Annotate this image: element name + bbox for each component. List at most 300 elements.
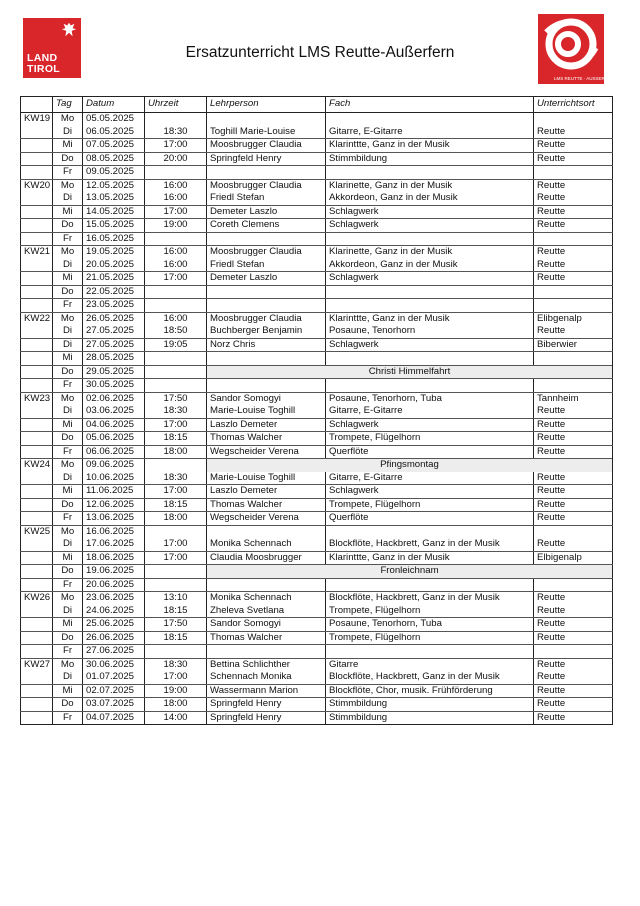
- cell-unterrichtsort: Reutte: [534, 246, 613, 259]
- table-row: [21, 592, 613, 605]
- cell-tag: Mi: [53, 485, 83, 499]
- cell-datum: 04.06.2025: [83, 418, 145, 432]
- cell-unterrichtsort: Reutte: [534, 205, 613, 219]
- cell-datum: 22.05.2025: [83, 285, 145, 299]
- cell-datum: 12.06.2025: [83, 498, 145, 512]
- cell-unterrichtsort: [534, 645, 613, 659]
- cell-tag: Fr: [53, 645, 83, 659]
- cell-fach: Trompete, Flügelhorn: [326, 631, 534, 645]
- cell-kw: [21, 631, 53, 645]
- table-row: [21, 325, 613, 338]
- cell-uhrzeit: 18:15: [145, 631, 207, 645]
- cell-unterrichtsort: Biberwier: [534, 338, 613, 352]
- cell-fach: Blockflöte, Hackbrett, Ganz in der Musik: [326, 671, 534, 684]
- cell-fach: Klarinette, Ganz in der Musik: [326, 179, 534, 192]
- cell-kw: [21, 338, 53, 352]
- cell-fach: [326, 645, 534, 659]
- cell-unterrichtsort: Reutte: [534, 618, 613, 632]
- header-lehrperson: Lehrperson: [207, 97, 326, 113]
- cell-uhrzeit: [145, 365, 207, 379]
- table-row: [21, 246, 613, 259]
- cell-lehrperson: Thomas Walcher: [207, 631, 326, 645]
- cell-uhrzeit: 18:00: [145, 698, 207, 712]
- table-row: [21, 299, 613, 313]
- cell-kw: [21, 445, 53, 459]
- cell-tag: Mi: [53, 352, 83, 366]
- cell-lehrperson: [207, 578, 326, 592]
- cell-datum: 11.06.2025: [83, 485, 145, 499]
- cell-uhrzeit: [145, 645, 207, 659]
- cell-uhrzeit: 18:30: [145, 472, 207, 485]
- table-row: [21, 259, 613, 272]
- cell-kw: KW20: [21, 179, 53, 192]
- cell-fach: Klarinttte, Ganz in der Musik: [326, 139, 534, 153]
- cell-fach: Posaune, Tenorhorn, Tuba: [326, 618, 534, 632]
- table-row: [21, 139, 613, 153]
- cell-unterrichtsort: Reutte: [534, 192, 613, 205]
- cell-fach: Klarinttte, Ganz in der Musik: [326, 312, 534, 325]
- cell-uhrzeit: 17:00: [145, 671, 207, 684]
- cell-fach: Akkordeon, Ganz in der Musik: [326, 259, 534, 272]
- logo-text-line2: TIROL: [27, 63, 60, 75]
- cell-uhrzeit: [145, 285, 207, 299]
- cell-tag: Di: [53, 325, 83, 338]
- cell-unterrichtsort: Reutte: [534, 658, 613, 671]
- table-row: [21, 179, 613, 192]
- cell-datum: 07.05.2025: [83, 139, 145, 153]
- cell-lehrperson: [207, 232, 326, 246]
- cell-lehrperson: [207, 299, 326, 313]
- cell-fach: [326, 352, 534, 366]
- cell-tag: Fr: [53, 445, 83, 459]
- cell-kw: KW24: [21, 459, 53, 472]
- cell-tag: Mi: [53, 418, 83, 432]
- table-row: [21, 684, 613, 698]
- schedule-table: [20, 96, 613, 725]
- cell-lehrperson: Marie-Louise Toghill: [207, 405, 326, 418]
- table-row: [21, 658, 613, 671]
- table-row: [21, 312, 613, 325]
- cell-lehrperson: Wegscheider Verena: [207, 445, 326, 459]
- cell-datum: 03.07.2025: [83, 698, 145, 712]
- cell-kw: [21, 565, 53, 579]
- cell-lehrperson: Moosbrugger Claudia: [207, 139, 326, 153]
- cell-fach: Schlagwerk: [326, 418, 534, 432]
- cell-datum: 27.06.2025: [83, 645, 145, 659]
- cell-tag: Mo: [53, 179, 83, 192]
- cell-uhrzeit: 17:00: [145, 272, 207, 286]
- cell-kw: [21, 551, 53, 565]
- cell-tag: Fr: [53, 512, 83, 526]
- cell-kw: [21, 512, 53, 526]
- cell-datum: 19.06.2025: [83, 565, 145, 579]
- cell-unterrichtsort: [534, 232, 613, 246]
- header-unterrichtsort: Unterrichtsort: [534, 97, 613, 113]
- cell-tag: Di: [53, 605, 83, 618]
- cell-fach: Gitarre, E-Gitarre: [326, 472, 534, 485]
- cell-tag: Di: [53, 538, 83, 551]
- cell-fach: Stimmbildung: [326, 698, 534, 712]
- cell-kw: [21, 485, 53, 499]
- cell-tag: Do: [53, 152, 83, 166]
- header-tag: Tag: [53, 97, 83, 113]
- cell-kw: [21, 259, 53, 272]
- cell-unterrichtsort: Reutte: [534, 219, 613, 233]
- cell-lehrperson: Sandor Somogyi: [207, 392, 326, 405]
- cell-uhrzeit: 17:50: [145, 618, 207, 632]
- cell-tag: Mo: [53, 459, 83, 472]
- cell-fach: Klarinette, Ganz in der Musik: [326, 246, 534, 259]
- cell-tag: Fr: [53, 166, 83, 180]
- cell-unterrichtsort: Reutte: [534, 605, 613, 618]
- cell-datum: 13.05.2025: [83, 192, 145, 205]
- cell-uhrzeit: 17:00: [145, 205, 207, 219]
- cell-fach: Blockflöte, Chor, musik. Frühförderung: [326, 684, 534, 698]
- cell-uhrzeit: 16:00: [145, 312, 207, 325]
- cell-datum: 06.05.2025: [83, 126, 145, 139]
- cell-unterrichtsort: Reutte: [534, 592, 613, 605]
- cell-unterrichtsort: [534, 299, 613, 313]
- cell-tag: Mi: [53, 684, 83, 698]
- cell-holiday: Pfingsmontag: [207, 459, 613, 472]
- cell-fach: Trompete, Flügelhorn: [326, 498, 534, 512]
- cell-tag: Do: [53, 631, 83, 645]
- cell-datum: 25.06.2025: [83, 618, 145, 632]
- cell-kw: [21, 272, 53, 286]
- cell-datum: 05.05.2025: [83, 113, 145, 126]
- cell-uhrzeit: [145, 459, 207, 472]
- cell-lehrperson: Toghill Marie-Louise: [207, 126, 326, 139]
- cell-kw: [21, 618, 53, 632]
- cell-datum: 04.07.2025: [83, 711, 145, 725]
- cell-unterrichtsort: Reutte: [534, 711, 613, 725]
- cell-fach: Blockflöte, Hackbrett, Ganz in der Musik: [326, 538, 534, 551]
- cell-fach: Schlagwerk: [326, 219, 534, 233]
- cell-kw: [21, 126, 53, 139]
- cell-unterrichtsort: Reutte: [534, 126, 613, 139]
- cell-kw: [21, 711, 53, 725]
- cell-tag: Di: [53, 126, 83, 139]
- cell-datum: 27.05.2025: [83, 325, 145, 338]
- cell-tag: Di: [53, 671, 83, 684]
- table-row: [21, 352, 613, 366]
- table-row: [21, 405, 613, 418]
- cell-fach: Posaune, Tenorhorn, Tuba: [326, 392, 534, 405]
- table-row: [21, 551, 613, 565]
- cell-lehrperson: Springfeld Henry: [207, 152, 326, 166]
- cell-lehrperson: Moosbrugger Claudia: [207, 246, 326, 259]
- cell-tag: Mi: [53, 618, 83, 632]
- cell-tag: Mo: [53, 525, 83, 538]
- table-row: [21, 645, 613, 659]
- cell-datum: 24.06.2025: [83, 605, 145, 618]
- cell-unterrichtsort: Reutte: [534, 472, 613, 485]
- cell-datum: 19.05.2025: [83, 246, 145, 259]
- cell-tag: Di: [53, 192, 83, 205]
- eagle-icon: [60, 21, 78, 39]
- table-row: [21, 219, 613, 233]
- cell-uhrzeit: [145, 565, 207, 579]
- cell-fach: Gitarre, E-Gitarre: [326, 126, 534, 139]
- cell-lehrperson: [207, 352, 326, 366]
- table-row: [21, 232, 613, 246]
- cell-unterrichtsort: Reutte: [534, 259, 613, 272]
- cell-lehrperson: Monika Schennach: [207, 592, 326, 605]
- table-row: [21, 205, 613, 219]
- cell-datum: 29.05.2025: [83, 365, 145, 379]
- cell-lehrperson: Norz Chris: [207, 338, 326, 352]
- table-row: [21, 698, 613, 712]
- cell-fach: Blockflöte, Hackbrett, Ganz in der Musik: [326, 592, 534, 605]
- cell-datum: 30.06.2025: [83, 658, 145, 671]
- cell-kw: [21, 219, 53, 233]
- cell-tag: Do: [53, 219, 83, 233]
- cell-fach: Querflöte: [326, 445, 534, 459]
- cell-kw: [21, 684, 53, 698]
- cell-uhrzeit: 18:30: [145, 126, 207, 139]
- cell-unterrichtsort: Reutte: [534, 684, 613, 698]
- cell-fach: Schlagwerk: [326, 205, 534, 219]
- cell-kw: [21, 605, 53, 618]
- cell-tag: Mo: [53, 392, 83, 405]
- cell-kw: [21, 578, 53, 592]
- cell-tag: Di: [53, 472, 83, 485]
- table-row: [21, 578, 613, 592]
- cell-unterrichtsort: [534, 525, 613, 538]
- header-datum: Datum: [83, 97, 145, 113]
- cell-uhrzeit: 17:50: [145, 392, 207, 405]
- cell-datum: 14.05.2025: [83, 205, 145, 219]
- cell-lehrperson: Moosbrugger Claudia: [207, 179, 326, 192]
- cell-uhrzeit: 16:00: [145, 246, 207, 259]
- table-row: [21, 605, 613, 618]
- cell-datum: 02.07.2025: [83, 684, 145, 698]
- cell-datum: 09.06.2025: [83, 459, 145, 472]
- cell-datum: 12.05.2025: [83, 179, 145, 192]
- cell-lehrperson: Demeter Laszlo: [207, 205, 326, 219]
- cell-uhrzeit: 17:00: [145, 485, 207, 499]
- cell-tag: Fr: [53, 299, 83, 313]
- cell-uhrzeit: [145, 352, 207, 366]
- cell-kw: KW23: [21, 392, 53, 405]
- cell-unterrichtsort: Reutte: [534, 631, 613, 645]
- cell-tag: Mo: [53, 246, 83, 259]
- cell-unterrichtsort: [534, 166, 613, 180]
- cell-lehrperson: Coreth Clemens: [207, 219, 326, 233]
- cell-kw: [21, 352, 53, 366]
- cell-lehrperson: Springfeld Henry: [207, 698, 326, 712]
- cell-uhrzeit: 18:15: [145, 498, 207, 512]
- cell-holiday: Christi Himmelfahrt: [207, 365, 613, 379]
- cell-kw: KW22: [21, 312, 53, 325]
- cell-lehrperson: Friedl Stefan: [207, 259, 326, 272]
- cell-uhrzeit: 18:00: [145, 512, 207, 526]
- table-row: [21, 379, 613, 393]
- table-row: [21, 285, 613, 299]
- cell-tag: Fr: [53, 711, 83, 725]
- cell-datum: 23.06.2025: [83, 592, 145, 605]
- cell-fach: [326, 232, 534, 246]
- cell-unterrichtsort: Reutte: [534, 445, 613, 459]
- cell-uhrzeit: 17:00: [145, 538, 207, 551]
- cell-datum: 13.06.2025: [83, 512, 145, 526]
- cell-kw: KW26: [21, 592, 53, 605]
- cell-tag: Do: [53, 698, 83, 712]
- table-row: [21, 338, 613, 352]
- cell-lehrperson: [207, 525, 326, 538]
- cell-kw: [21, 498, 53, 512]
- cell-fach: Trompete, Flügelhorn: [326, 432, 534, 446]
- cell-lehrperson: Marie-Louise Toghill: [207, 472, 326, 485]
- cell-lehrperson: Friedl Stefan: [207, 192, 326, 205]
- table-row: [21, 166, 613, 180]
- table-row: [21, 459, 613, 472]
- cell-kw: [21, 205, 53, 219]
- cell-tag: Mi: [53, 205, 83, 219]
- table-row: [21, 445, 613, 459]
- cell-tag: Fr: [53, 578, 83, 592]
- cell-unterrichtsort: Reutte: [534, 498, 613, 512]
- cell-uhrzeit: 17:00: [145, 551, 207, 565]
- cell-unterrichtsort: Tannheim: [534, 392, 613, 405]
- cell-unterrichtsort: Reutte: [534, 512, 613, 526]
- cell-uhrzeit: 18:30: [145, 658, 207, 671]
- cell-tag: Mo: [53, 658, 83, 671]
- cell-holiday: Fronleichnam: [207, 565, 613, 579]
- cell-uhrzeit: 16:00: [145, 179, 207, 192]
- cell-datum: 17.06.2025: [83, 538, 145, 551]
- table-row: [21, 711, 613, 725]
- cell-uhrzeit: [145, 299, 207, 313]
- cell-tag: Mi: [53, 551, 83, 565]
- cell-lehrperson: Wassermann Marion: [207, 684, 326, 698]
- cell-fach: Schlagwerk: [326, 485, 534, 499]
- cell-fach: [326, 379, 534, 393]
- cell-kw: KW19: [21, 113, 53, 126]
- cell-kw: [21, 299, 53, 313]
- cell-lehrperson: Laszlo Demeter: [207, 485, 326, 499]
- table-row: [21, 631, 613, 645]
- header-fach: Fach: [326, 97, 534, 113]
- cell-kw: [21, 325, 53, 338]
- cell-tag: Mo: [53, 312, 83, 325]
- cell-unterrichtsort: Reutte: [534, 152, 613, 166]
- cell-unterrichtsort: Reutte: [534, 325, 613, 338]
- lms-logo-caption: LMS REUTTE · AUSSERFERN: [554, 76, 618, 81]
- cell-unterrichtsort: Reutte: [534, 139, 613, 153]
- cell-lehrperson: Claudia Moosbrugger: [207, 551, 326, 565]
- table-row: [21, 525, 613, 538]
- table-row: [21, 126, 613, 139]
- cell-tag: Do: [53, 285, 83, 299]
- cell-datum: 08.05.2025: [83, 152, 145, 166]
- cell-kw: [21, 365, 53, 379]
- cell-uhrzeit: 18:30: [145, 405, 207, 418]
- cell-tag: Di: [53, 338, 83, 352]
- table-row: [21, 392, 613, 405]
- cell-unterrichtsort: Reutte: [534, 272, 613, 286]
- cell-datum: 16.06.2025: [83, 525, 145, 538]
- cell-kw: KW27: [21, 658, 53, 671]
- cell-uhrzeit: [145, 379, 207, 393]
- cell-fach: Klarinttte, Ganz in der Musik: [326, 551, 534, 565]
- cell-datum: 09.05.2025: [83, 166, 145, 180]
- cell-kw: [21, 192, 53, 205]
- cell-tag: Mi: [53, 139, 83, 153]
- cell-tag: Mi: [53, 272, 83, 286]
- cell-unterrichtsort: Reutte: [534, 538, 613, 551]
- cell-tag: Di: [53, 405, 83, 418]
- cell-lehrperson: Zheleva Svetlana: [207, 605, 326, 618]
- cell-datum: 02.06.2025: [83, 392, 145, 405]
- cell-uhrzeit: 18:00: [145, 445, 207, 459]
- cell-fach: Posaune, Tenorhorn: [326, 325, 534, 338]
- cell-fach: [326, 113, 534, 126]
- cell-datum: 23.05.2025: [83, 299, 145, 313]
- cell-kw: [21, 379, 53, 393]
- cell-uhrzeit: [145, 525, 207, 538]
- cell-uhrzeit: 17:00: [145, 139, 207, 153]
- table-row: [21, 192, 613, 205]
- table-row: [21, 512, 613, 526]
- cell-lehrperson: [207, 645, 326, 659]
- cell-fach: [326, 285, 534, 299]
- cell-tag: Fr: [53, 232, 83, 246]
- cell-unterrichtsort: Elbigenalp: [534, 551, 613, 565]
- table-row: [21, 671, 613, 684]
- table-row: [21, 472, 613, 485]
- cell-fach: [326, 299, 534, 313]
- cell-fach: Stimmbildung: [326, 711, 534, 725]
- cell-datum: 16.05.2025: [83, 232, 145, 246]
- cell-kw: KW21: [21, 246, 53, 259]
- cell-kw: [21, 538, 53, 551]
- cell-fach: Querflöte: [326, 512, 534, 526]
- cell-kw: [21, 166, 53, 180]
- cell-unterrichtsort: Reutte: [534, 405, 613, 418]
- cell-kw: [21, 405, 53, 418]
- cell-tag: Do: [53, 565, 83, 579]
- cell-kw: [21, 671, 53, 684]
- cell-datum: 05.06.2025: [83, 432, 145, 446]
- cell-fach: [326, 166, 534, 180]
- cell-kw: [21, 418, 53, 432]
- cell-unterrichtsort: Elibgenalp: [534, 312, 613, 325]
- cell-lehrperson: [207, 113, 326, 126]
- cell-lehrperson: Thomas Walcher: [207, 498, 326, 512]
- cell-kw: [21, 285, 53, 299]
- cell-datum: 28.05.2025: [83, 352, 145, 366]
- cell-fach: Akkordeon, Ganz in der Musik: [326, 192, 534, 205]
- cell-unterrichtsort: Reutte: [534, 671, 613, 684]
- cell-uhrzeit: [145, 166, 207, 180]
- cell-kw: [21, 432, 53, 446]
- cell-unterrichtsort: [534, 352, 613, 366]
- cell-uhrzeit: 19:00: [145, 219, 207, 233]
- cell-unterrichtsort: Reutte: [534, 179, 613, 192]
- cell-uhrzeit: 20:00: [145, 152, 207, 166]
- cell-tag: Mo: [53, 592, 83, 605]
- cell-tag: Di: [53, 259, 83, 272]
- cell-datum: 26.06.2025: [83, 631, 145, 645]
- cell-uhrzeit: [145, 578, 207, 592]
- cell-datum: 21.05.2025: [83, 272, 145, 286]
- cell-unterrichtsort: Reutte: [534, 698, 613, 712]
- cell-tag: Do: [53, 365, 83, 379]
- cell-unterrichtsort: Reutte: [534, 418, 613, 432]
- cell-kw: [21, 645, 53, 659]
- cell-datum: 03.06.2025: [83, 405, 145, 418]
